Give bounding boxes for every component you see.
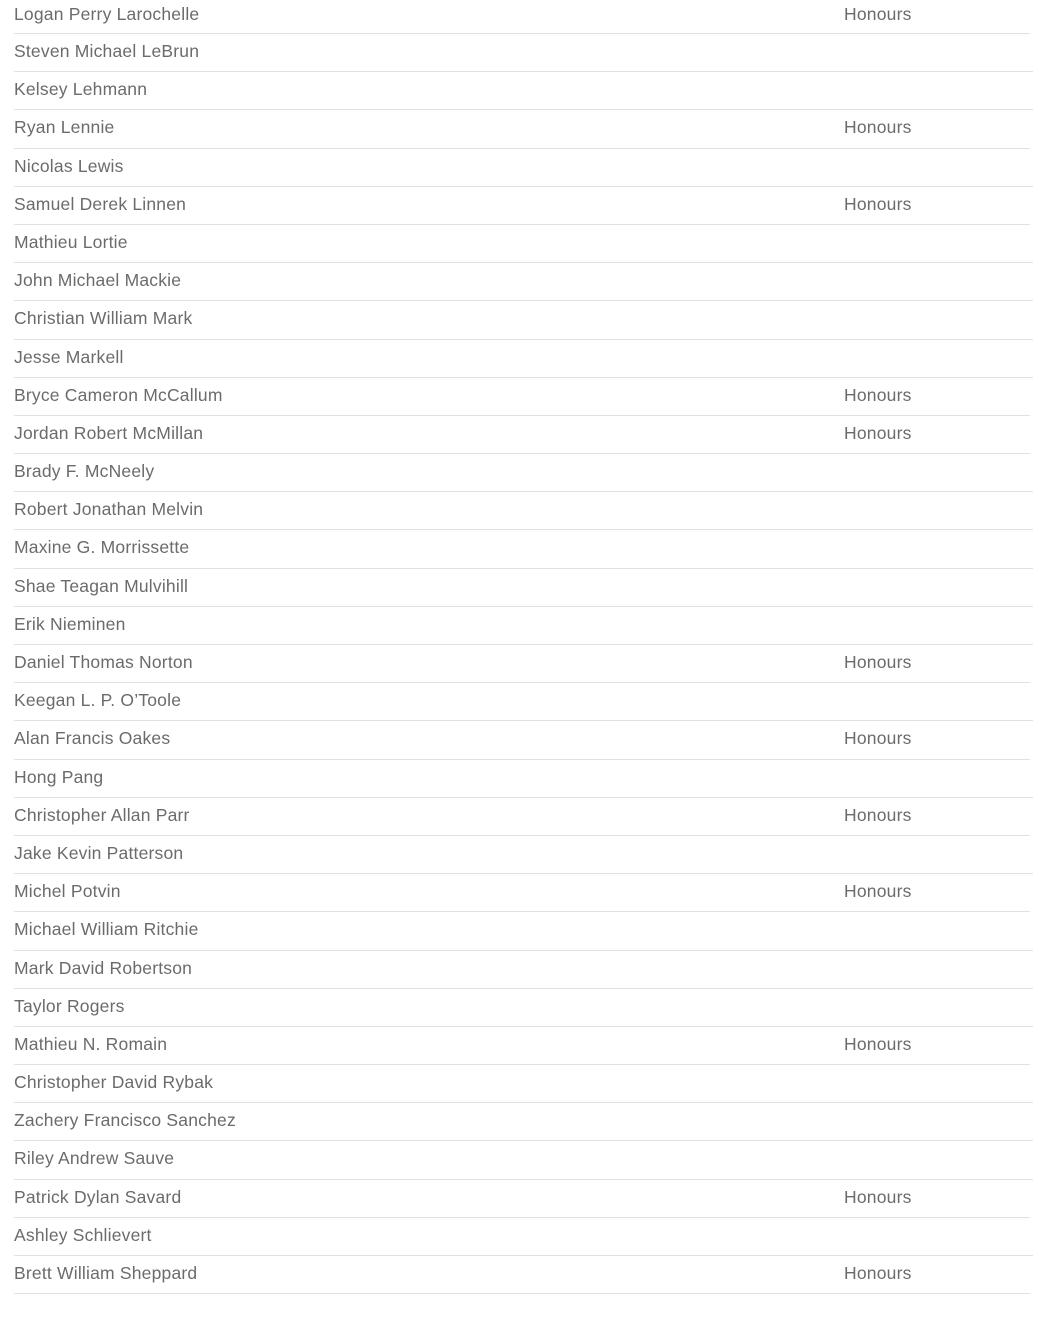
graduate-distinction: Honours bbox=[844, 804, 912, 825]
graduate-name: Steven Michael LeBrun bbox=[14, 41, 200, 61]
graduate-name: Christopher David Rybak bbox=[14, 1072, 214, 1093]
graduate-name: John Michael Mackie bbox=[14, 270, 182, 291]
graduate-distinction: Honours bbox=[844, 384, 912, 405]
graduate-name: Christian William Mark bbox=[14, 308, 193, 329]
graduate-name: Shae Teagan Mulvihill bbox=[14, 575, 189, 596]
graduate-row bbox=[14, 721, 1030, 759]
graduate-name: Kelsey Lehmann bbox=[14, 79, 148, 100]
graduate-name: Jesse Markell bbox=[14, 346, 124, 367]
graduate-row bbox=[14, 645, 1030, 683]
graduate-row bbox=[14, 0, 1030, 34]
graduates-list bbox=[14, 0, 1033, 1294]
graduate-name: Samuel Derek Linnen bbox=[14, 193, 187, 214]
graduate-name: Michel Potvin bbox=[14, 881, 121, 902]
graduate-distinction: Honours bbox=[844, 1263, 912, 1283]
graduate-row bbox=[14, 836, 1033, 874]
graduate-row bbox=[14, 110, 1030, 148]
graduate-row bbox=[14, 1256, 1030, 1294]
graduate-name: Alan Francis Oakes bbox=[14, 728, 171, 749]
graduate-row bbox=[14, 1065, 1033, 1103]
graduate-row bbox=[14, 989, 1033, 1027]
graduate-row bbox=[14, 607, 1033, 645]
graduate-distinction: Honours bbox=[844, 193, 912, 214]
graduate-name: Jake Kevin Patterson bbox=[14, 842, 184, 863]
graduate-distinction: Honours bbox=[844, 1186, 912, 1207]
graduate-name: Erik Nieminen bbox=[14, 613, 126, 634]
graduate-distinction: Honours bbox=[844, 1033, 912, 1054]
graduate-name: Jordan Robert McMillan bbox=[14, 422, 204, 443]
graduate-name: Nicolas Lewis bbox=[14, 155, 124, 176]
graduate-name: Brett William Sheppard bbox=[14, 1263, 198, 1283]
graduate-row bbox=[14, 760, 1033, 798]
graduate-row bbox=[14, 1218, 1033, 1256]
graduate-name: Brady F. McNeely bbox=[14, 461, 155, 482]
graduate-row bbox=[14, 569, 1033, 607]
graduate-row bbox=[14, 72, 1033, 110]
graduate-name: Bryce Cameron McCallum bbox=[14, 384, 223, 405]
graduate-row bbox=[14, 416, 1030, 454]
graduate-row bbox=[14, 225, 1033, 263]
graduate-name: Ashley Schlievert bbox=[14, 1224, 152, 1245]
graduate-row bbox=[14, 1180, 1030, 1218]
graduate-row bbox=[14, 492, 1033, 530]
graduate-row bbox=[14, 454, 1033, 492]
graduate-name: Hong Pang bbox=[14, 766, 104, 787]
graduate-row bbox=[14, 912, 1033, 950]
graduate-name: Daniel Thomas Norton bbox=[14, 652, 193, 672]
graduate-row bbox=[14, 798, 1030, 836]
graduate-row bbox=[14, 301, 1033, 339]
graduate-row bbox=[14, 378, 1030, 416]
graduate-row bbox=[14, 951, 1033, 989]
graduate-distinction: Honours bbox=[844, 422, 912, 443]
graduate-distinction: Honours bbox=[844, 881, 912, 902]
graduate-name: Maxine G. Morrissette bbox=[14, 537, 190, 558]
graduate-name: Ryan Lennie bbox=[14, 117, 115, 138]
graduate-name: Logan Perry Larochelle bbox=[14, 4, 200, 24]
graduate-name: Christopher Allan Parr bbox=[14, 804, 190, 825]
graduate-name: Mark David Robertson bbox=[14, 957, 193, 978]
graduate-row bbox=[14, 1103, 1033, 1141]
graduate-row bbox=[14, 1027, 1030, 1065]
graduate-name: Mathieu Lortie bbox=[14, 231, 128, 252]
graduate-row bbox=[14, 1141, 1033, 1179]
graduate-distinction: Honours bbox=[844, 117, 912, 138]
graduate-row bbox=[14, 683, 1033, 721]
graduate-name: Robert Jonathan Melvin bbox=[14, 499, 204, 520]
graduate-distinction: Honours bbox=[844, 728, 912, 749]
graduate-name: Riley Andrew Sauve bbox=[14, 1148, 175, 1169]
graduate-name: Michael William Ritchie bbox=[14, 919, 199, 940]
graduate-distinction: Honours bbox=[844, 652, 912, 672]
graduate-name: Patrick Dylan Savard bbox=[14, 1186, 182, 1207]
graduate-row bbox=[14, 187, 1030, 225]
graduate-name: Keegan L. P. O’Toole bbox=[14, 690, 182, 711]
graduate-row bbox=[14, 530, 1033, 568]
graduate-row bbox=[14, 149, 1033, 187]
graduate-name: Taylor Rogers bbox=[14, 995, 125, 1016]
graduate-row bbox=[14, 340, 1033, 378]
graduate-row bbox=[14, 874, 1030, 912]
graduate-row bbox=[14, 263, 1033, 301]
graduate-name: Zachery Francisco Sanchez bbox=[14, 1110, 236, 1131]
graduate-distinction: Honours bbox=[844, 4, 912, 24]
graduate-name: Mathieu N. Romain bbox=[14, 1033, 168, 1054]
graduate-row bbox=[14, 34, 1033, 72]
